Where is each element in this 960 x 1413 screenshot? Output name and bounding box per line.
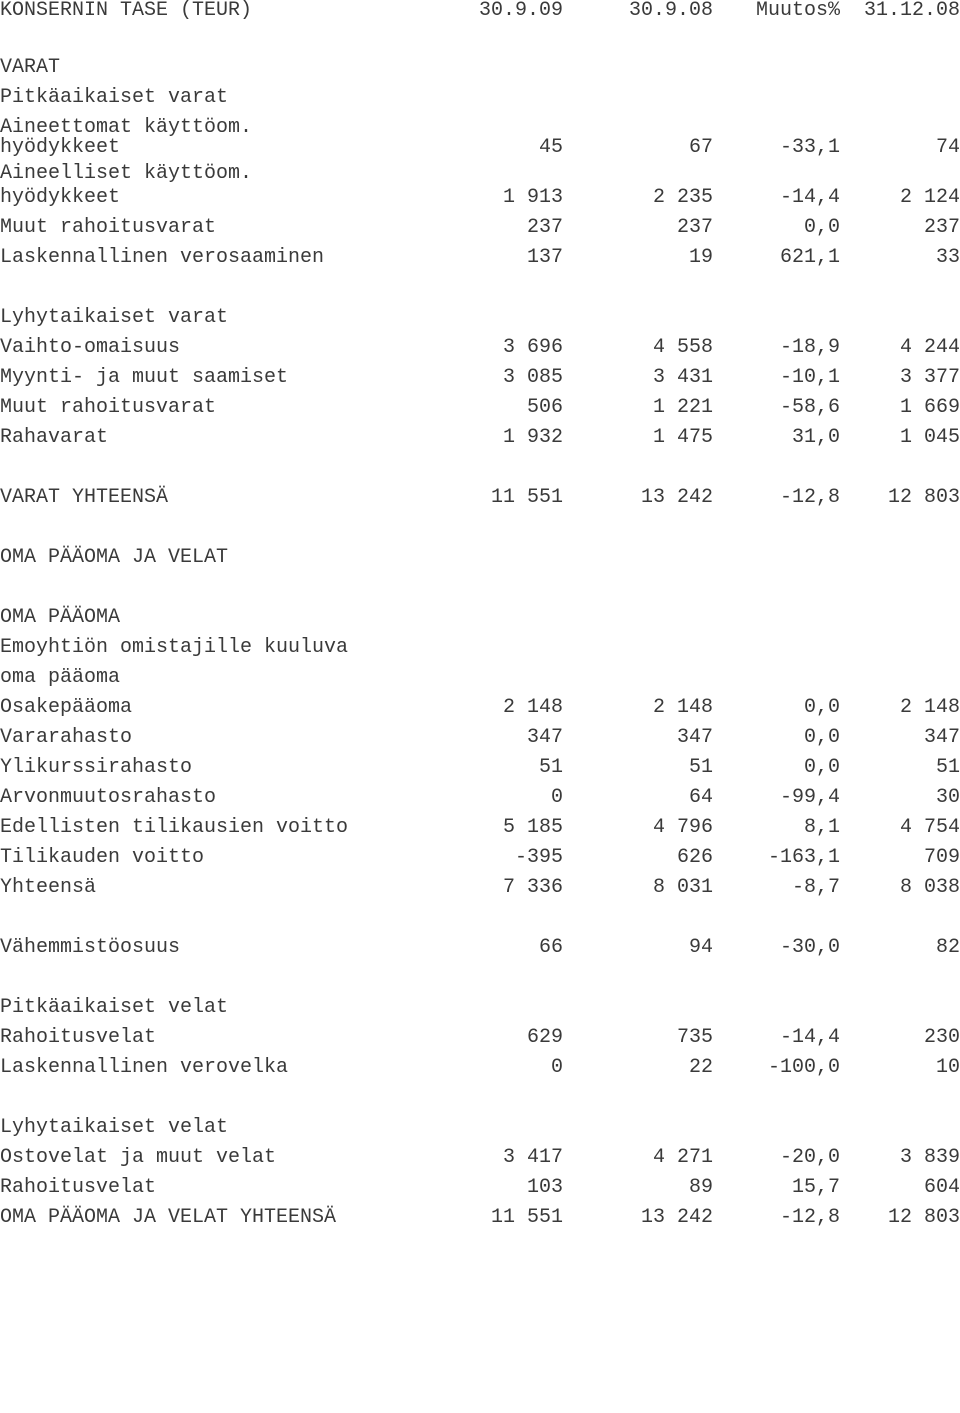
row-label: Vaihto-omaisuus [0,336,181,359]
value-change-percent: 0,0 [803,696,840,719]
value-31-12-08: 10 [935,1056,960,1079]
value-30-9-09: 237 [526,216,563,239]
value-30-9-09: 51 [538,756,563,779]
value-30-9-08: 735 [676,1026,713,1049]
value-change-percent: -14,4 [779,1026,840,1049]
value-31-12-08: 4 244 [899,336,960,359]
table-row [0,813,960,843]
value-30-9-09: 137 [526,246,563,269]
table-row [0,753,960,783]
value-change-percent: 15,7 [791,1176,840,1199]
value-30-9-09: 1 932 [502,426,563,449]
section-heading [0,303,960,333]
value-30-9-08: 13 242 [640,486,713,509]
value-30-9-09: 3 696 [502,336,563,359]
row-label: Osakepääoma [0,696,133,719]
value-30-9-08: 1 475 [652,426,713,449]
value-change-percent: -33,1 [779,136,840,159]
value-30-9-08: 22 [688,1056,713,1079]
value-30-9-09: 11 551 [490,486,563,509]
column-header-30-9-09: 30.9.09 [478,0,563,22]
value-30-9-09: 45 [538,136,563,159]
row-label: VARAT [0,56,61,79]
value-30-9-08: 13 242 [640,1206,713,1229]
table-row [0,333,960,363]
column-header-31-12-08: 31.12.08 [863,0,960,22]
row-label: Lyhytaikaiset velat [0,1116,229,1139]
value-31-12-08: 12 803 [887,486,960,509]
row-label: Ostovelat ja muut velat [0,1146,277,1169]
value-change-percent: 621,1 [779,246,840,269]
value-31-12-08: 347 [923,726,960,749]
value-30-9-08: 4 271 [652,1146,713,1169]
table-row [0,183,960,213]
row-label: Yhteensä [0,876,97,899]
row-label: Lyhytaikaiset varat [0,306,229,329]
row-label: Tilikauden voitto [0,846,205,869]
row-label: VARAT YHTEENSÄ [0,486,169,509]
value-30-9-08: 51 [688,756,713,779]
value-31-12-08: 230 [923,1026,960,1049]
table-row [0,363,960,393]
value-change-percent: 0,0 [803,216,840,239]
table-row [0,1053,960,1083]
value-change-percent: 31,0 [791,426,840,449]
value-30-9-09: 0 [550,1056,563,1079]
value-change-percent: -100,0 [767,1056,840,1079]
section-heading [0,603,960,633]
row-label: Rahavarat [0,426,109,449]
value-30-9-09: 1 913 [502,186,563,209]
value-change-percent: -14,4 [779,186,840,209]
value-31-12-08: 237 [923,216,960,239]
value-31-12-08: 33 [935,246,960,269]
table-row [0,663,960,693]
value-change-percent: -8,7 [791,876,840,899]
value-change-percent: -58,6 [779,396,840,419]
value-change-percent: -12,8 [779,486,840,509]
value-30-9-09: 3 085 [502,366,563,389]
row-label: Rahoitusvelat [0,1176,157,1199]
value-change-percent: -20,0 [779,1146,840,1169]
row-label: hyödykkeet [0,186,121,209]
value-30-9-08: 89 [688,1176,713,1199]
table-row [0,693,960,723]
table-row [0,843,960,873]
section-heading [0,1113,960,1143]
value-30-9-09: 0 [550,786,563,809]
value-change-percent: -18,9 [779,336,840,359]
row-label: Vähemmistöosuus [0,936,181,959]
value-change-percent: 0,0 [803,726,840,749]
row-label: hyödykkeet [0,136,121,159]
row-label: OMA PÄÄOMA [0,606,121,629]
section-heading [0,993,960,1023]
value-30-9-09: 7 336 [502,876,563,899]
value-30-9-08: 2 235 [652,186,713,209]
value-31-12-08: 30 [935,786,960,809]
row-label: OMA PÄÄOMA JA VELAT YHTEENSÄ [0,1206,337,1229]
column-header-30-9-08: 30.9.08 [628,0,713,22]
value-30-9-09: 629 [526,1026,563,1049]
value-30-9-09: 66 [538,936,563,959]
value-change-percent: -163,1 [767,846,840,869]
value-31-12-08: 1 045 [899,426,960,449]
value-30-9-08: 4 558 [652,336,713,359]
value-30-9-09: 506 [526,396,563,419]
value-30-9-09: -395 [514,846,563,869]
section-heading [0,543,960,573]
table-row [0,933,960,963]
row-label: oma pääoma [0,666,121,689]
table-row [0,783,960,813]
value-30-9-08: 2 148 [652,696,713,719]
row-label: Arvonmuutosrahasto [0,786,217,809]
row-label: Laskennallinen verovelka [0,1056,289,1079]
value-30-9-08: 4 796 [652,816,713,839]
value-31-12-08: 3 839 [899,1146,960,1169]
value-30-9-09: 3 417 [502,1146,563,1169]
value-30-9-09: 2 148 [502,696,563,719]
row-label: OMA PÄÄOMA JA VELAT [0,546,229,569]
value-31-12-08: 2 148 [899,696,960,719]
value-change-percent: -30,0 [779,936,840,959]
value-30-9-08: 1 221 [652,396,713,419]
table-row [0,1023,960,1053]
table-header [0,0,960,26]
section-heading [0,83,960,113]
value-31-12-08: 3 377 [899,366,960,389]
value-30-9-08: 3 431 [652,366,713,389]
value-change-percent: -10,1 [779,366,840,389]
row-label: Vararahasto [0,726,133,749]
table-title: KONSERNIN TASE (TEUR) [0,0,253,22]
value-30-9-08: 67 [688,136,713,159]
value-change-percent: -99,4 [779,786,840,809]
section-heading [0,53,960,83]
value-31-12-08: 4 754 [899,816,960,839]
value-change-percent: -12,8 [779,1206,840,1229]
row-label: Rahoitusvelat [0,1026,157,1049]
total-row [0,483,960,513]
table-row [0,1143,960,1173]
value-31-12-08: 709 [923,846,960,869]
row-label: Edellisten tilikausien voitto [0,816,349,839]
value-30-9-09: 103 [526,1176,563,1199]
value-30-9-08: 626 [676,846,713,869]
value-30-9-09: 347 [526,726,563,749]
column-header-change-percent: Muutos% [755,0,840,22]
table-row [0,1173,960,1203]
table-row [0,393,960,423]
row-label: Aineelliset käyttöom. [0,162,253,185]
total-row [0,873,960,903]
row-label: Muut rahoitusvarat [0,396,217,419]
value-30-9-08: 19 [688,246,713,269]
table-row [0,243,960,273]
value-30-9-09: 11 551 [490,1206,563,1229]
value-30-9-08: 237 [676,216,713,239]
value-30-9-08: 94 [688,936,713,959]
value-30-9-08: 8 031 [652,876,713,899]
value-31-12-08: 51 [935,756,960,779]
table-row [0,213,960,243]
row-label: Laskennallinen verosaaminen [0,246,325,269]
value-31-12-08: 12 803 [887,1206,960,1229]
value-change-percent: 0,0 [803,756,840,779]
row-label: Pitkäaikaiset varat [0,86,229,109]
value-30-9-09: 5 185 [502,816,563,839]
row-label: Muut rahoitusvarat [0,216,217,239]
value-30-9-08: 347 [676,726,713,749]
value-31-12-08: 8 038 [899,876,960,899]
table-row [0,633,960,663]
value-31-12-08: 2 124 [899,186,960,209]
table-row [0,423,960,453]
value-31-12-08: 1 669 [899,396,960,419]
row-label: Ylikurssirahasto [0,756,193,779]
row-label: Pitkäaikaiset velat [0,996,229,1019]
row-label: Myynti- ja muut saamiset [0,366,289,389]
row-label: Emoyhtiön omistajille kuuluva [0,636,349,659]
value-31-12-08: 604 [923,1176,960,1199]
row-label: Aineettomat käyttöom. [0,116,253,139]
table-row [0,723,960,753]
value-31-12-08: 82 [935,936,960,959]
value-change-percent: 8,1 [803,816,840,839]
value-30-9-08: 64 [688,786,713,809]
value-31-12-08: 74 [935,136,960,159]
